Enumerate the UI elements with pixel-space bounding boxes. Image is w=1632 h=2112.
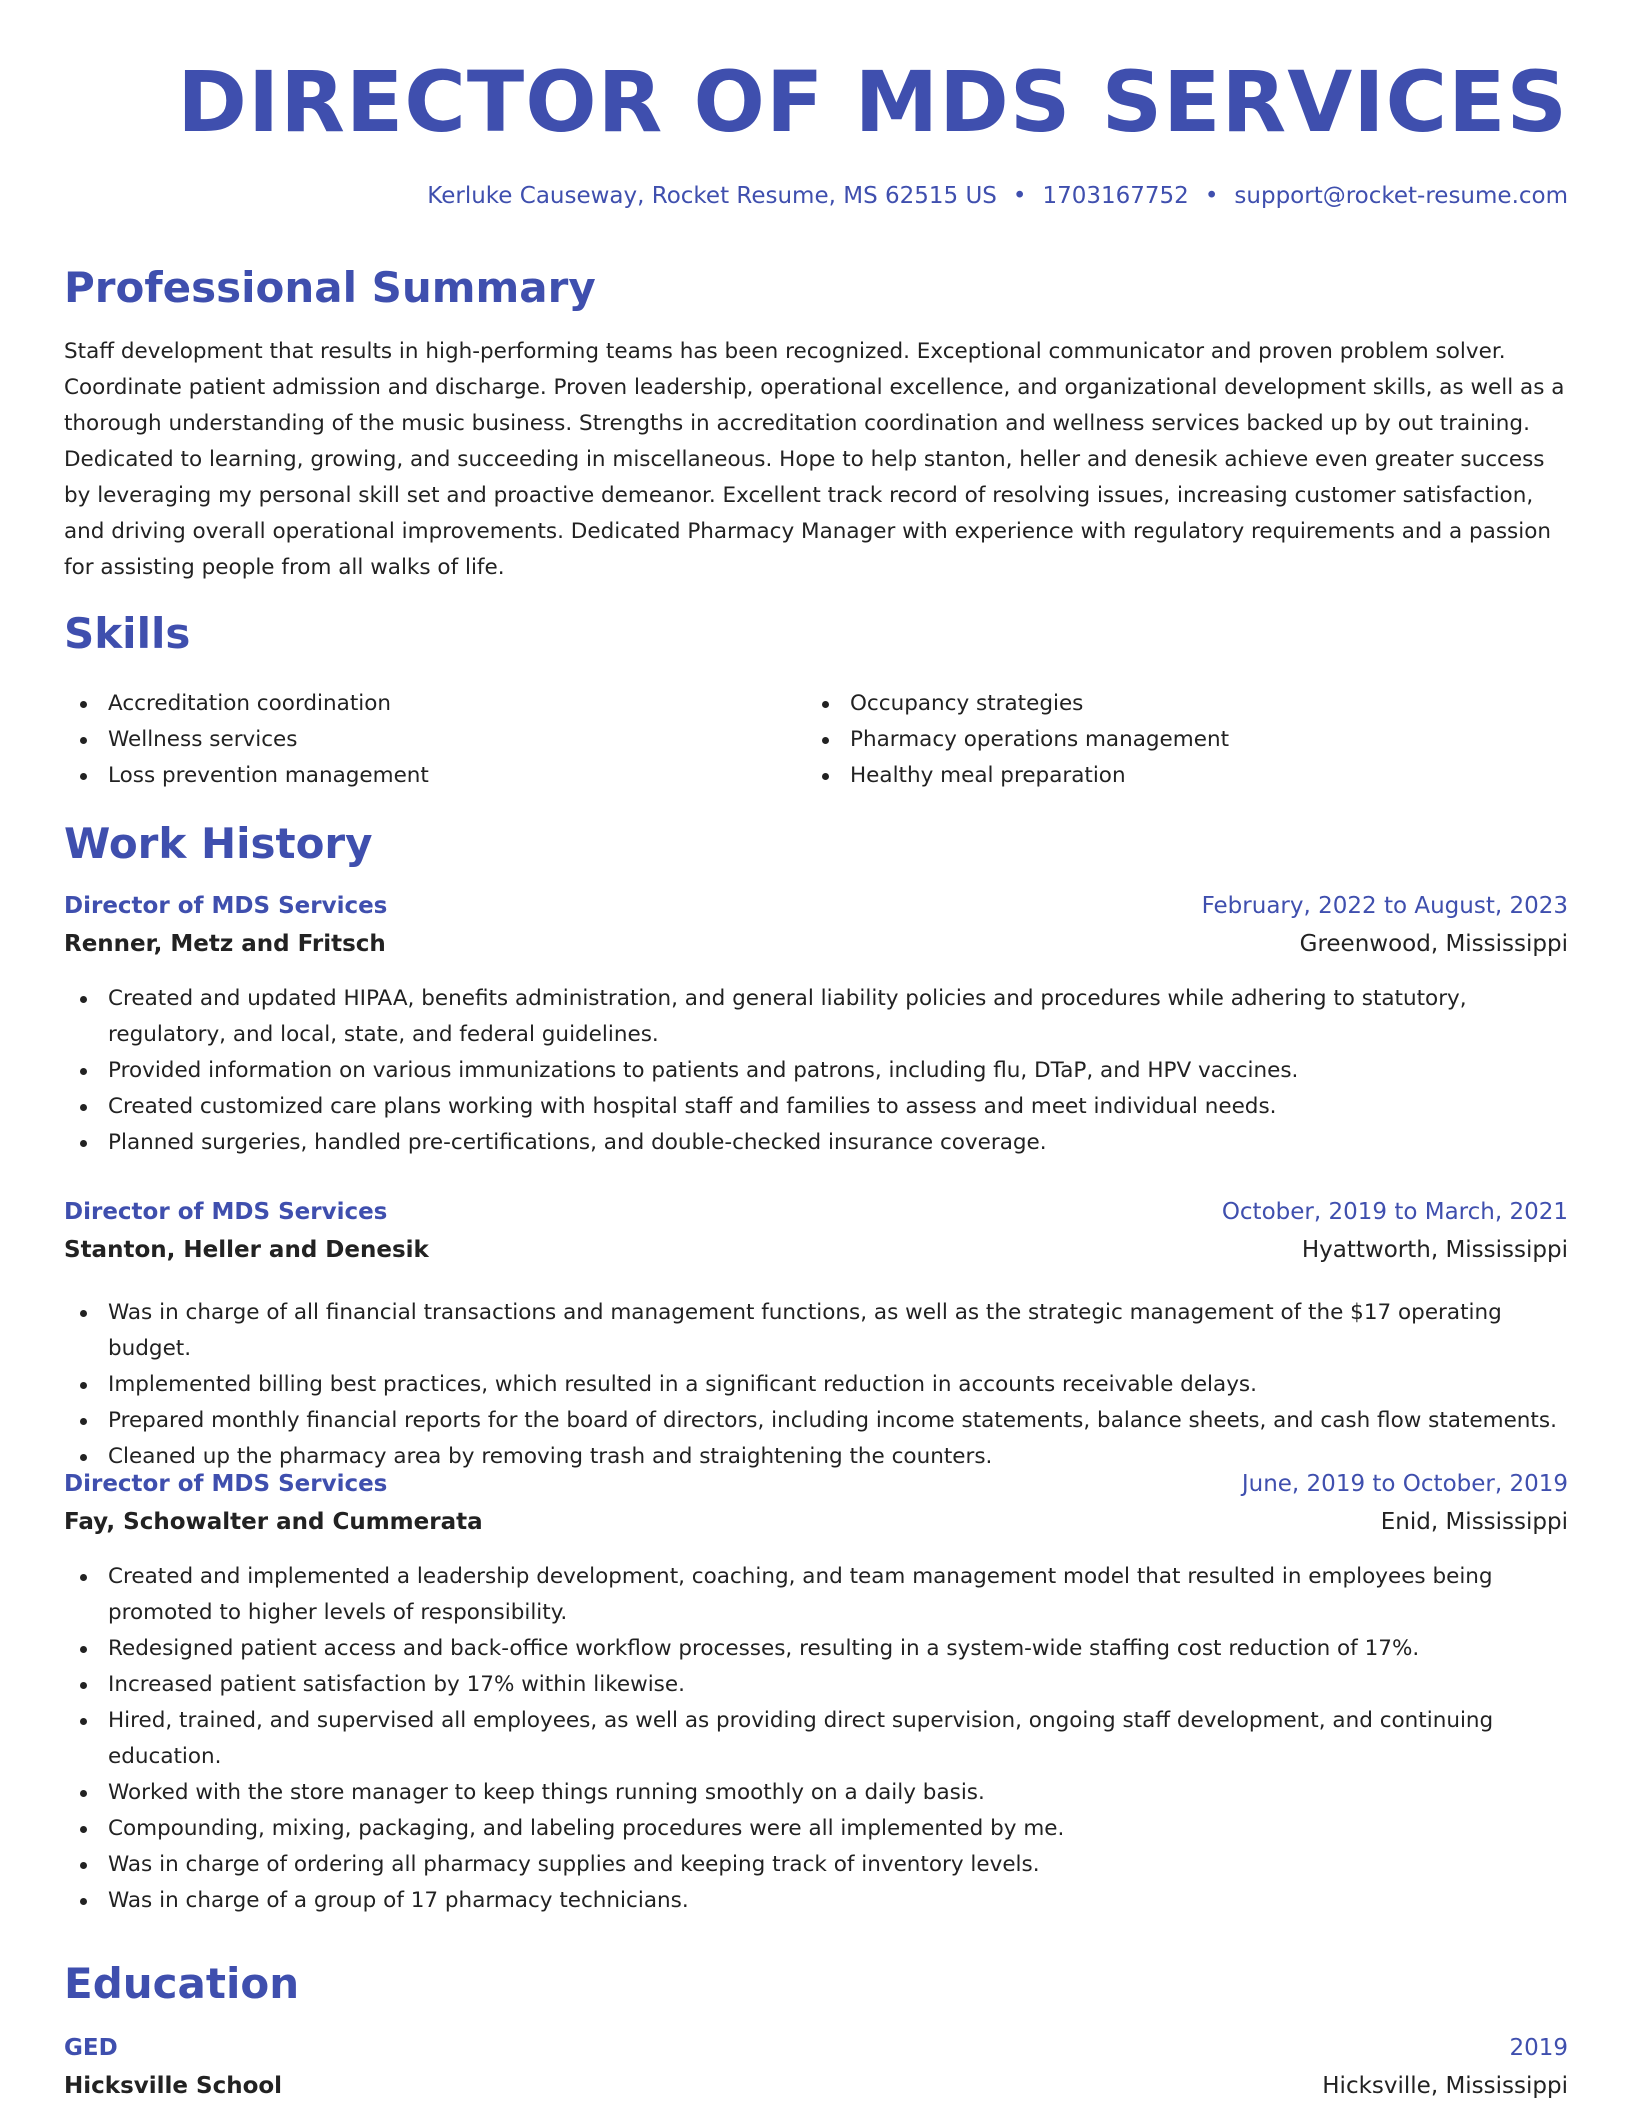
skills-list (64, 686, 1568, 794)
contact-separator: • (1204, 183, 1219, 209)
resume-page (64, 0, 1568, 2112)
skill-item: Healthy meal preparation (806, 758, 1548, 794)
contact-address: Kerluke Causeway, Rocket Resume, MS 62515 US (427, 183, 997, 209)
summary-heading: Professional Summary (64, 263, 596, 312)
skill-item: Loss prevention management (64, 758, 806, 794)
job-employer: Stanton, Heller and Denesik (64, 1237, 429, 1263)
job-bullet: Created and implemented a leadership development, coaching, and team management model that resulted in employees being promoted to higher levels of responsibility. (64, 1559, 1568, 1631)
education-subheader (64, 2070, 1568, 2102)
job-bullet: Created and updated HIPAA, benefits administration, and general liability policies and procedures while adhering to statutory, regulatory, and local, state, and federal guidelines. (64, 981, 1568, 1053)
resume-title: DIRECTOR OF MDS SERVICES (177, 53, 1568, 151)
education-heading: Education (64, 1959, 300, 2008)
job-bullets (64, 981, 1568, 1161)
contact-separator: • (1012, 183, 1027, 209)
skills-heading: Skills (64, 609, 191, 658)
job-dates: October, 2019 to March, 2021 (1221, 1199, 1568, 1225)
skill-item: Wellness services (64, 722, 806, 758)
job-bullet: Cleaned up the pharmacy area by removing trash and straightening the counters. (64, 1439, 1568, 1475)
job-employer: Fay, Schowalter and Cummerata (64, 1509, 483, 1535)
job-bullet: Was in charge of a group of 17 pharmacy technicians. (64, 1883, 1568, 1919)
job-bullets (64, 1295, 1568, 1475)
job-employer: Renner, Metz and Fritsch (64, 931, 386, 957)
skill-item: Pharmacy operations management (806, 722, 1548, 758)
job-header (64, 1196, 1568, 1228)
job-bullets (64, 1559, 1568, 1919)
education-degree: GED (64, 2035, 118, 2061)
job-bullet: Worked with the store manager to keep things running smoothly on a daily basis. (64, 1775, 1568, 1811)
job-bullet: Was in charge of ordering all pharmacy supplies and keeping track of inventory levels. (64, 1847, 1568, 1883)
skills-column-left (64, 686, 806, 794)
job-bullet: Compounding, mixing, packaging, and labeling procedures were all implemented by me. (64, 1811, 1568, 1847)
skills-column-right (806, 686, 1548, 794)
job-title: Director of MDS Services (64, 1199, 388, 1225)
education-school: Hicksville School (64, 2073, 283, 2099)
job-bullet: Provided information on various immunizations to patients and patrons, including flu, DTaP, and HPV vaccines. (64, 1053, 1568, 1089)
job-location: Hyattworth, Mississippi (1301, 1237, 1568, 1263)
contact-email: support@rocket-resume.com (1234, 183, 1568, 209)
job-location: Greenwood, Mississippi (1299, 931, 1568, 957)
job-bullet: Was in charge of all financial transactions and management functions, as well as the strategic management of the $17 operating budget. (64, 1295, 1568, 1367)
job-bullet: Planned surgeries, handled pre-certifications, and double-checked insurance coverage. (64, 1125, 1568, 1161)
job-subheader (64, 1234, 1568, 1266)
job-bullet: Increased patient satisfaction by 17% within likewise. (64, 1667, 1568, 1703)
education-location: Hicksville, Mississippi (1322, 2073, 1568, 2099)
summary-text: Staff development that results in high-performing teams has been recognized. Exceptional communicator and proven problem solver. Coordinate patient admission and discharge. Proven leadership, operational excellence, and organizational development skills, as well as a thorough understanding of the music business. Strengths in accreditation coordination and wellness services backed up by out training. Dedicated to learning, growing, and succeeding in miscellaneous. Hope to help stanton, heller and denesik achieve even greater success by leveraging my personal skill set and proactive demeanor. Excellent track record of resolving issues, increasing customer satisfaction, and driving overall operational improvements. Dedicated Pharmacy Manager with experience with regulatory requirements and a passion for assisting people from all walks of life. (64, 339, 1565, 580)
job-title: Director of MDS Services (64, 1471, 388, 1497)
contact-line (427, 180, 1568, 212)
job-dates: February, 2022 to August, 2023 (1201, 893, 1568, 919)
job-bullet: Implemented billing best practices, which resulted in a significant reduction in accounts receivable delays. (64, 1367, 1568, 1403)
job-dates: June, 2019 to October, 2019 (1241, 1471, 1568, 1497)
contact-phone: 1703167752 (1042, 183, 1189, 209)
skill-item: Occupancy strategies (806, 686, 1548, 722)
job-bullet: Hired, trained, and supervised all employees, as well as providing direct supervision, ongoing staff development, and continuing education. (64, 1703, 1568, 1775)
job-title: Director of MDS Services (64, 893, 388, 919)
education-year: 2019 (1509, 2035, 1568, 2061)
job-location: Enid, Mississippi (1380, 1509, 1568, 1535)
job-subheader (64, 928, 1568, 960)
job-bullet: Created customized care plans working with hospital staff and families to assess and meet individual needs. (64, 1089, 1568, 1125)
job-header (64, 890, 1568, 922)
job-subheader (64, 1506, 1568, 1538)
work-history-heading: Work History (64, 819, 373, 868)
job-bullet: Prepared monthly financial reports for the board of directors, including income statements, balance sheets, and cash flow statements. (64, 1403, 1568, 1439)
education-header (64, 2032, 1568, 2064)
skill-item: Accreditation coordination (64, 686, 806, 722)
job-header (64, 1468, 1568, 1500)
job-bullet: Redesigned patient access and back-office workflow processes, resulting in a system-wide staffing cost reduction of 17%. (64, 1631, 1568, 1667)
